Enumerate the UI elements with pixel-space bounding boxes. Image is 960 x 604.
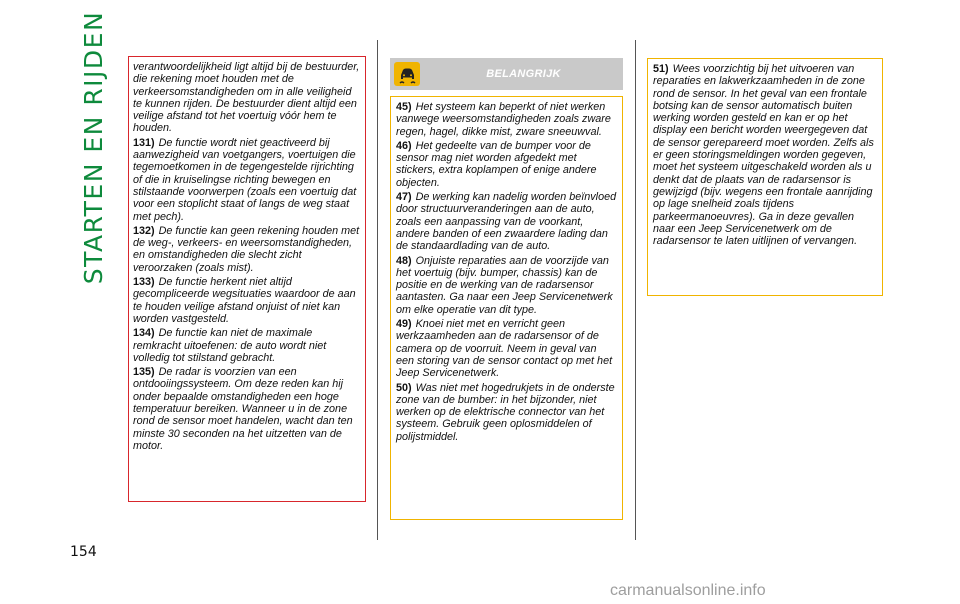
item-number: 132)	[133, 224, 155, 237]
section-title	[64, 10, 124, 284]
list-item	[133, 327, 361, 364]
item-text: De radar is voorzien van een ontdooiingssysteem. Om deze reden kan hij onder bepaalde omstandigheden een hoge temperatuur bereiken. Wanneer u in de zone rond de sensor moet handelen, wacht dan ten minste 30 seconden na het uitzetten van de motor.	[133, 366, 353, 452]
page-number: 154	[70, 544, 97, 560]
item-text: De functie herkent niet altijd gecompliceerde wegsituaties waardoor de aan te houden veilige afstand onjuist of niet kan worden vastgesteld.	[133, 276, 356, 325]
list-item	[396, 191, 617, 252]
item-number: 133)	[133, 276, 155, 289]
list-item	[133, 137, 361, 223]
important-header	[390, 58, 623, 90]
list-item	[396, 140, 617, 189]
item-text: Onjuiste reparaties aan de voorzijde van het voertuig (bijv. bumper, chassis) kan de positie en de werking van de radarsensor aantasten. Ga naar een Jeep Servicenetwerk om elke operatie van dit type.	[396, 254, 613, 316]
item-number: 49)	[396, 318, 412, 331]
item-number: 46)	[396, 139, 412, 152]
list-item	[133, 366, 361, 452]
item-number: 47)	[396, 191, 412, 204]
warning-intro: verantwoordelijkheid ligt altijd bij de bestuurder, die rekening moet houden met de verkeersomstandigheden om in alle veiligheid te kunnen rijden. De bestuurder dient altijd een veilige afstand tot het voertuig vóór hem te houden.	[133, 61, 360, 135]
item-text: Was niet met hogedrukjets in de onderste zone van de bumber: in het bijzonder, niet werken op de elektrische connector van het systeem. Gebruik geen oplosmiddelen of polijstmiddel.	[396, 381, 615, 443]
list-item	[396, 382, 617, 443]
warning-box	[128, 56, 366, 502]
item-number: 134)	[133, 327, 155, 340]
item-number: 48)	[396, 254, 412, 267]
item-text: De functie kan niet de maximale remkracht uitoefenen: de auto wordt niet volledig tot stilstand gebracht.	[133, 327, 327, 364]
item-number: 51)	[653, 63, 669, 75]
car-skid-warning-icon	[390, 58, 424, 90]
item-text: De werking kan nadelig worden beïnvloed door structuurveranderingen aan de auto, zoals een aanpassing van de voorkant, andere banden of een zwaardere lading dan de standaardlading van de auto.	[396, 191, 617, 253]
item-number: 131)	[133, 136, 155, 149]
item-text: Knoei niet met en verricht geen werkzaamheden aan de radarsensor of de camera op de voorruit. Neem in geval van een storing van de sensor contact op met het Jeep Servicenetwerk.	[396, 318, 613, 380]
list-item	[133, 276, 361, 325]
important-box-continued	[647, 58, 883, 296]
column-divider	[635, 40, 636, 540]
item-text: Wees voorzichtig bij het uitvoeren van reparaties en lakwerkzaamheden in de zone rond de sensor. In het geval van een frontale botsing kan de sensor automatisch buiten werking worden gesteld en kan er op het display een bericht worden weergegeven dat de sensor gerepareerd moet worden. Zelfs als er geen storingsmeldingen worden gegeven, moet het systeem uitgeschakeld worden als u denkt dat de plaats van de radarsensor is gewijzigd (bijv. wegens een frontale aanrijding op lage snelheid zoals tijdens parkeermanoeuvres). Ga in deze gevallen naar een Jeep Servicenetwerk om de radarsensor te laten uitlijnen of vervangen.	[653, 63, 874, 248]
watermark: carmanualsonline.info	[610, 582, 766, 599]
item-text: De functie wordt niet geactiveerd bij aanwezigheid van voetgangers, voertuigen die tegemoetkomen in de tegengestelde rijrichting of die in kruiselingse richting bewegen en stilstaande voorwerpen (zoals een voertuig dat voor een stoplicht staat of langs de weg staat met pech).	[133, 136, 357, 223]
list-item	[396, 255, 617, 316]
item-text: De functie kan geen rekening houden met de weg-, verkeers- en weersomstandigheden, en omstandigheden die slecht zicht veroorzaken (zoals mist).	[133, 224, 360, 274]
list-item	[133, 225, 361, 274]
list-item	[396, 318, 617, 379]
section-title-text: STARTEN EN RIJDEN	[79, 10, 109, 284]
item-number: 50)	[396, 381, 412, 394]
item-text: Het gedeelte van de bumper voor de sensor mag niet worden afgedekt met stickers, extra koplampen of enige andere objecten.	[396, 139, 597, 189]
list-item	[653, 63, 877, 247]
item-number: 45)	[396, 101, 412, 113]
important-title: BELANGRIJK	[486, 68, 561, 80]
item-number: 135)	[133, 366, 155, 379]
list-item	[396, 101, 617, 138]
column-divider	[377, 40, 378, 540]
important-box	[390, 96, 623, 520]
item-text: Het systeem kan beperkt of niet werken vanwege weersomstandigheden zoals zware regen, hagel, dikke mist, zware sneeuwval.	[396, 101, 611, 138]
